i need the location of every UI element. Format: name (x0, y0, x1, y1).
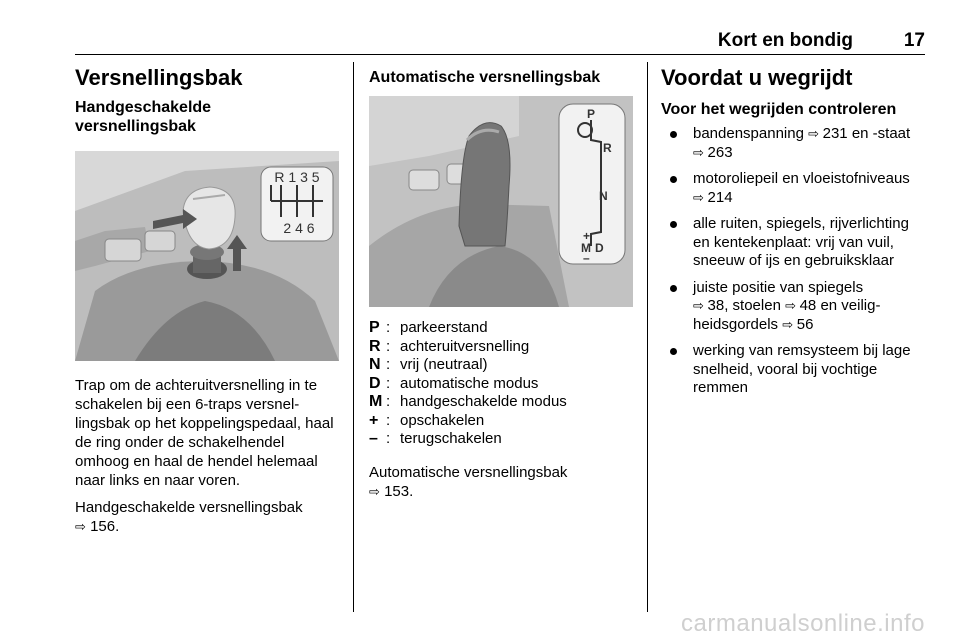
bullet-icon (670, 348, 677, 355)
page-ref-icon: ⇨ (693, 298, 708, 313)
checklist (661, 125, 927, 398)
page-ref-icon: ⇨ (785, 298, 800, 313)
legend-text: vrij (neutraal) (400, 356, 488, 373)
column-manual-gearbox (75, 62, 339, 136)
legend-key: M (369, 393, 383, 410)
legend-text: terugschakelen (400, 430, 502, 447)
section-subheading: Handgeschakelde versnellingsbak (75, 99, 212, 135)
column-divider-2 (647, 62, 648, 612)
legend-key: – (369, 430, 378, 447)
legend-key: D (369, 374, 381, 392)
reference-label: Automatische versnellingsbak (369, 463, 568, 481)
legend-row: N : vrij (neutraal) (369, 356, 633, 375)
manual-gearbox-text (75, 376, 339, 536)
legend-text: handgeschakelde modus (400, 393, 567, 410)
list-item: juiste positie van spiegels ⇨ 38, stoelen ⇨ 48 en veilig-heidsgordels ⇨ 56 (661, 279, 927, 335)
legend-row: D : automatische modus (369, 375, 633, 394)
section-heading: Voordat u wegrijdt (661, 65, 853, 90)
header-divider (75, 54, 925, 55)
legend-key: N (369, 356, 381, 373)
selector-n: N (599, 189, 608, 203)
bullet-icon (670, 176, 677, 183)
page-number: 17 (903, 30, 925, 51)
selector-d: D (595, 241, 604, 255)
automatic-gearbox-illustration (369, 96, 633, 307)
legend-text: achteruitversnelling (400, 337, 530, 355)
reference-page[interactable]: 48 (799, 297, 817, 314)
manual-gearbox-paragraph: Trap om de achteruitversnelling in te schakelen bij een 6-traps versnel-lingsbak op het koppelingspedaal, haal de ring onder de schakelhendel omhoog en haal de hendel helemaal naar links en naar voren. (75, 377, 334, 489)
list-item: alle ruiten, spiegels, rijverlichting en kentekenplaat: vrij van vuil, sneeuw of ijs en gebruiksklaar (661, 215, 927, 271)
manual-gearbox-reference (75, 498, 339, 536)
legend-key: P (369, 319, 380, 336)
column-divider-1 (353, 62, 354, 612)
reference-page[interactable]: 214 (707, 188, 733, 206)
automatic-gearbox-reference (369, 463, 633, 501)
reference-page[interactable]: 153. (384, 482, 414, 500)
legend-text: parkeerstand (400, 319, 488, 336)
column-before-driving (661, 62, 927, 406)
page-ref-icon: ⇨ (75, 519, 86, 534)
selector-minus: – (583, 251, 590, 265)
list-item: bandenspanning ⇨ 231 en -staat ⇨ 263 (661, 125, 927, 162)
watermark: carmanualsonline.info (681, 610, 925, 637)
column-automatic-gearbox (369, 62, 633, 87)
chapter-title: Kort en bondig (717, 30, 853, 51)
gear-legend (369, 319, 633, 501)
page-ref-icon: ⇨ (782, 316, 797, 332)
legend-row: M : handgeschakelde modus (369, 393, 633, 412)
reference-page[interactable]: 56 (796, 315, 814, 333)
manual-gearbox-illustration (75, 151, 339, 361)
selector-r: R (603, 141, 612, 155)
gear-pattern-bottom: 2 4 6 (283, 220, 315, 236)
section-subheading: Voor het wegrijden controleren (661, 101, 897, 118)
legend-text: opschakelen (400, 411, 485, 429)
gear-pattern-top: R 1 3 5 (274, 169, 320, 185)
page-ref-icon: ⇨ (693, 189, 708, 205)
page-header (75, 30, 925, 52)
bullet-icon (670, 221, 677, 228)
page-ref-icon: ⇨ (808, 126, 823, 141)
bullet-icon (670, 131, 677, 138)
reference-page[interactable]: 156. (90, 518, 120, 535)
legend-row: + : opschakelen (369, 412, 633, 431)
bullet-icon (670, 285, 677, 292)
legend-key: + (369, 411, 379, 429)
selector-p: P (587, 107, 596, 121)
reference-page[interactable]: 38 (707, 297, 725, 314)
selector-m: M (581, 241, 591, 255)
reference-label: Handgeschakelde versnellingsbak (75, 499, 303, 516)
page-ref-icon: ⇨ (693, 144, 708, 160)
section-heading: Versnellingsbak (75, 65, 243, 90)
legend-row: R : achteruitversnelling (369, 338, 633, 357)
legend-row: – : terugschakelen (369, 430, 633, 449)
reference-page[interactable]: 231 (822, 125, 848, 142)
legend-text: automatische modus (400, 374, 539, 392)
legend-row: P : parkeerstand (369, 319, 633, 338)
reference-page[interactable]: 263 (707, 143, 733, 161)
section-heading: Automatische versnellingsbak (369, 69, 601, 86)
legend-key: R (369, 337, 381, 355)
selector-plus: + (583, 229, 591, 243)
page-ref-icon: ⇨ (369, 483, 380, 499)
list-item: motoroliepeil en vloeistofniveaus ⇨ 214 (661, 170, 927, 207)
list-item: werking van remsysteem bij lage snelheid, vooral bij vochtige remmen (661, 342, 927, 398)
